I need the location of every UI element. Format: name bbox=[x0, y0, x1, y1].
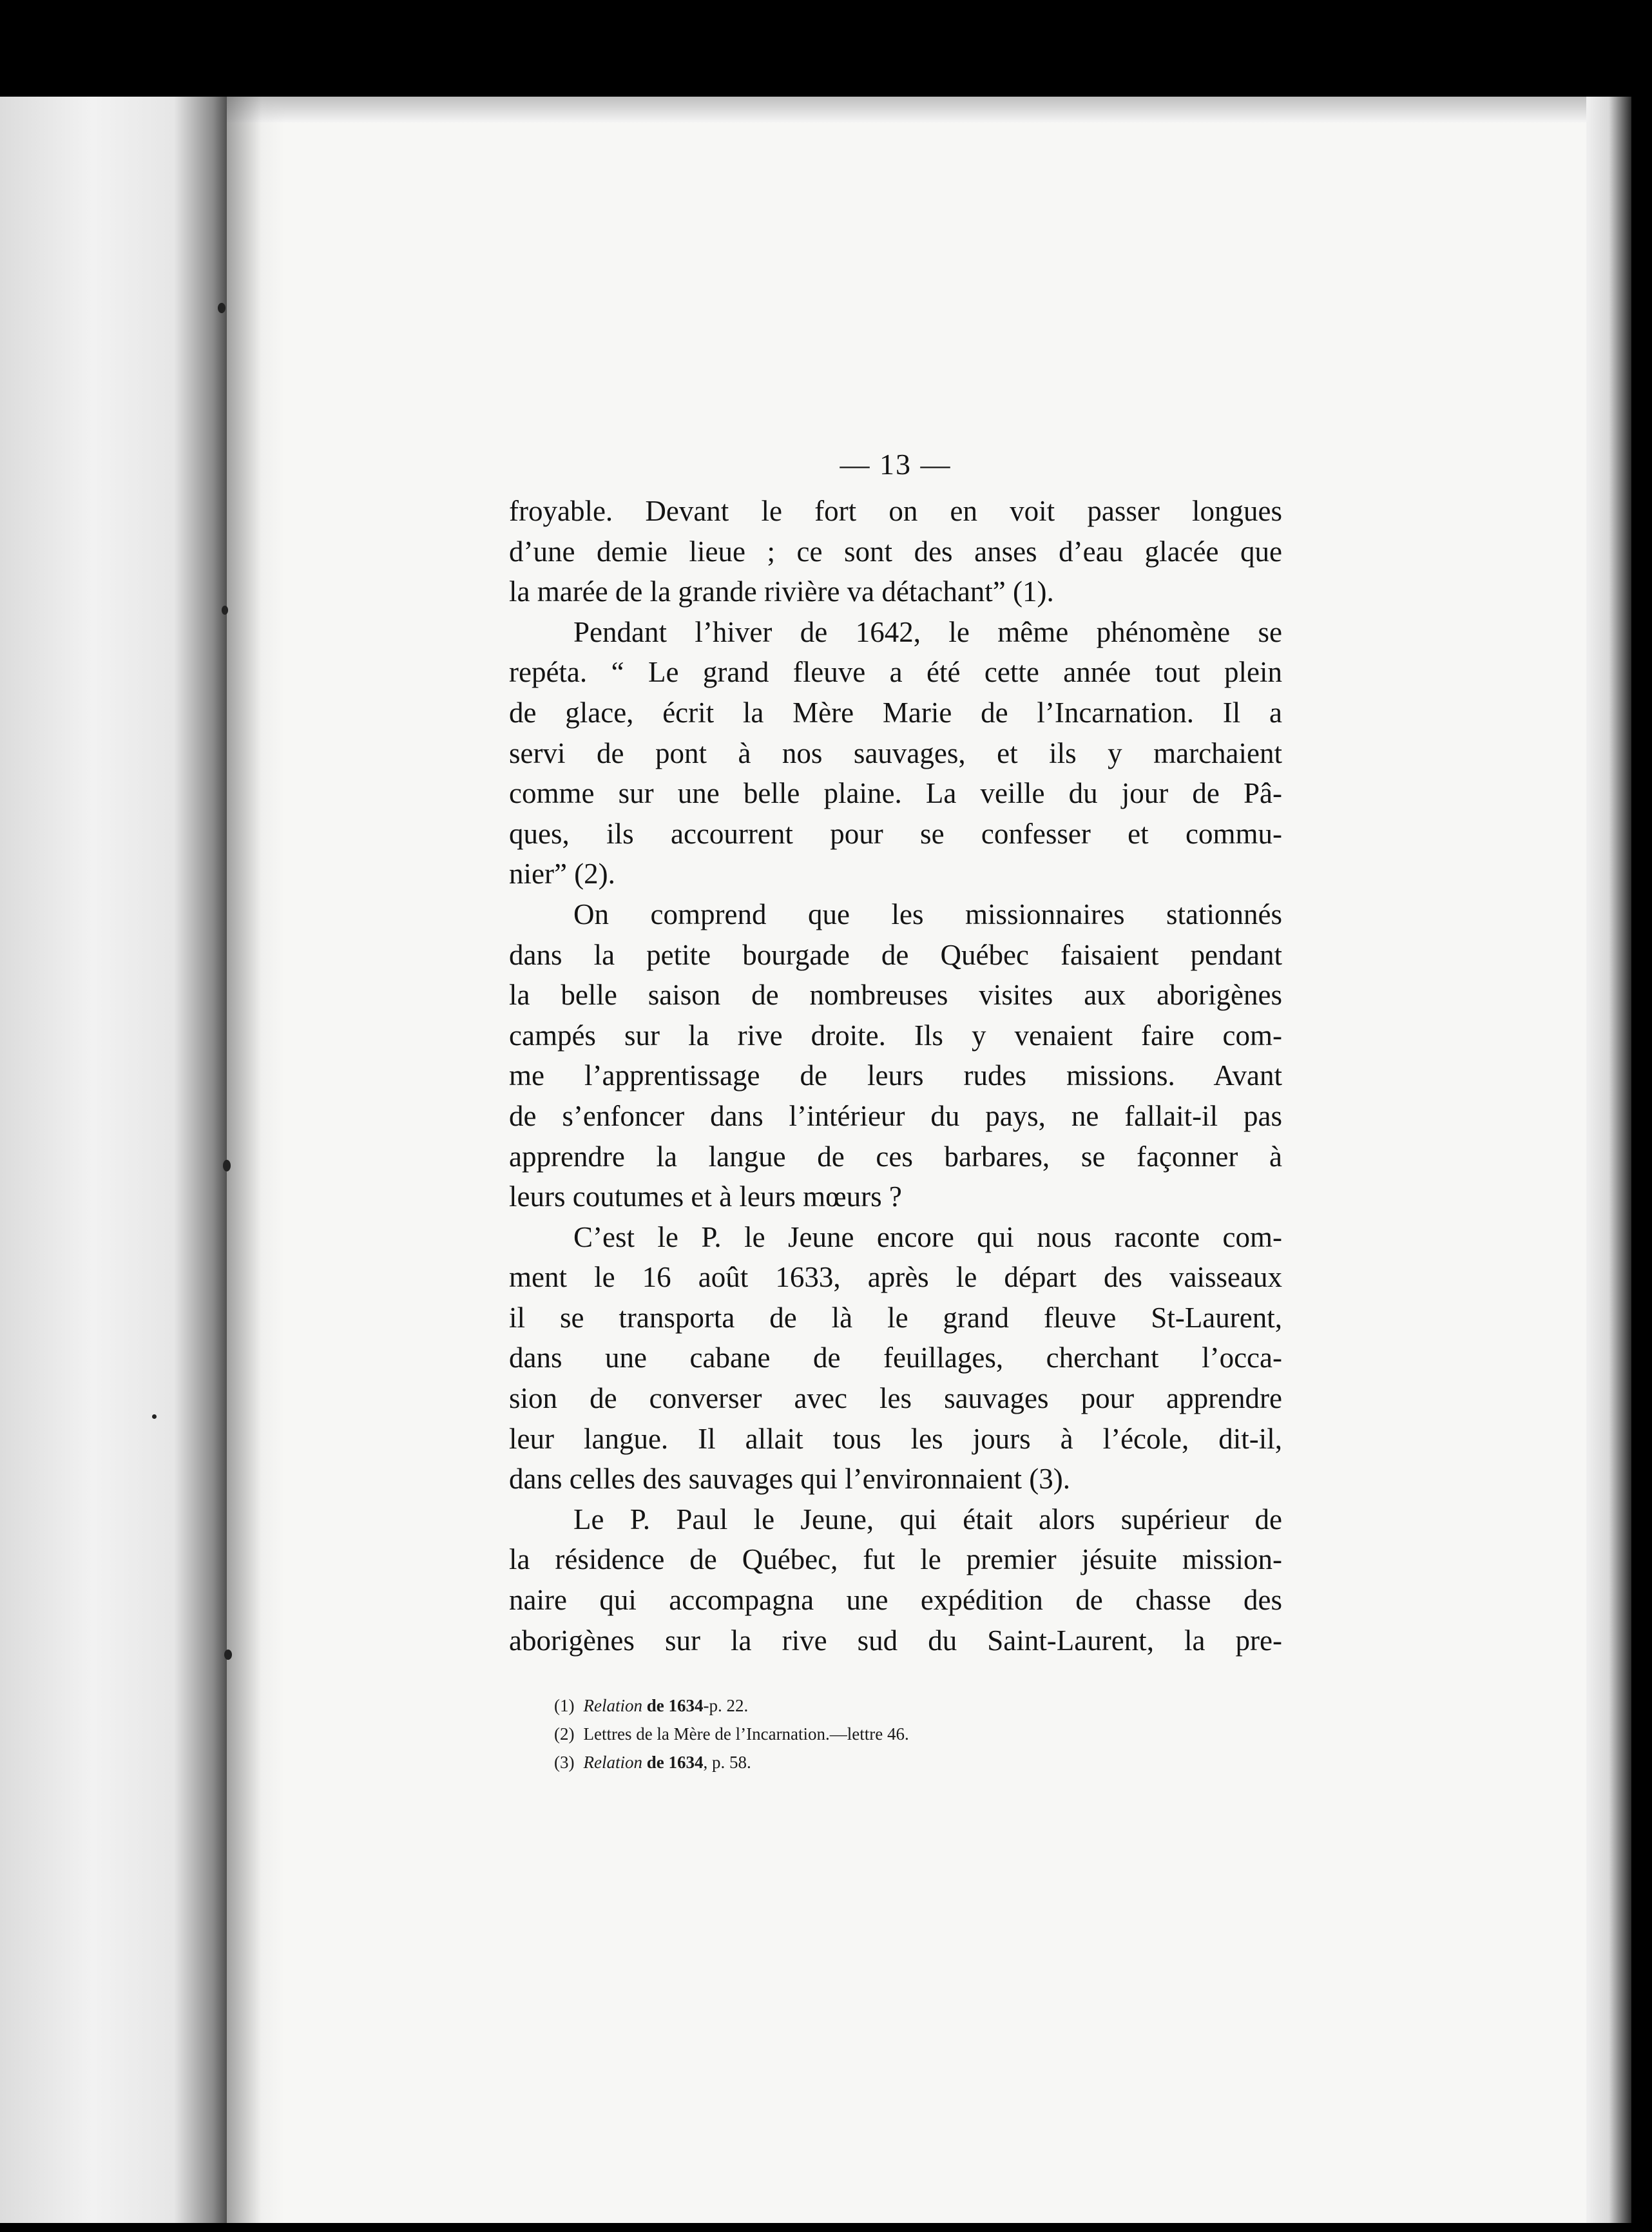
scan-speck bbox=[224, 1650, 232, 1660]
footnote bbox=[554, 1720, 909, 1748]
text-line: ques, ils accourrent pour se confesser et commu- bbox=[509, 817, 1282, 850]
footnotes bbox=[554, 1691, 909, 1776]
page-top-edge bbox=[227, 97, 1586, 122]
text-line: Le P. Paul le Jeune, qui était alors supérieur de bbox=[573, 1503, 1282, 1535]
paragraph-lines bbox=[509, 491, 1282, 1660]
gutter-shadow bbox=[227, 97, 285, 2223]
footnote-number: (3) bbox=[554, 1753, 575, 1772]
text-line: de glace, écrit la Mère Marie de l’Incarnation. Il a bbox=[509, 696, 1282, 729]
text-line: la belle saison de nombreuses visites aux aborigènes bbox=[509, 979, 1282, 1012]
footnote bbox=[554, 1748, 909, 1776]
footnote-year: de 1634 bbox=[646, 1753, 704, 1772]
text-line: la marée de la grande rivière va détachant” (1). bbox=[509, 575, 1054, 608]
text-line: aborigènes sur la rive sud du Saint-Laurent, la pre- bbox=[509, 1624, 1282, 1657]
text-line: de s’enfoncer dans l’intérieur du pays, ne fallait-il pas bbox=[509, 1099, 1282, 1132]
text-line: dans une cabane de feuillages, cherchant l’occa- bbox=[509, 1342, 1282, 1374]
text-line: Pendant l’hiver de 1642, le même phénomène se bbox=[573, 615, 1282, 648]
scan-speck bbox=[222, 606, 228, 615]
page-right-edge bbox=[1586, 97, 1631, 2223]
text-line: il se transporta de là le grand fleuve St-Laurent, bbox=[509, 1301, 1282, 1334]
footnote-text: , p. 58. bbox=[703, 1753, 751, 1772]
footnote-title: Relation bbox=[583, 1696, 642, 1715]
text-line: d’une demie lieue ; ce sont des anses d’eau glacée que bbox=[509, 535, 1282, 568]
text-line: leur langue. Il allait tous les jours à l’école, dit-il, bbox=[509, 1422, 1282, 1455]
text-line: repéta. “ Le grand fleuve a été cette année tout plein bbox=[509, 656, 1282, 689]
scan-speck bbox=[218, 303, 226, 313]
previous-page-edge bbox=[0, 97, 232, 2223]
footnote bbox=[554, 1691, 909, 1720]
footnote-number: (1) bbox=[554, 1696, 575, 1715]
text-line: apprendre la langue de ces barbares, se façonner à bbox=[509, 1140, 1282, 1173]
text-line: froyable. Devant le fort on en voit passer longues bbox=[509, 495, 1282, 527]
footnote-text: -p. 22. bbox=[703, 1696, 749, 1715]
page-number: — 13 — bbox=[840, 448, 952, 481]
text-line: comme sur une belle plaine. La veille du jour de Pâ- bbox=[509, 777, 1282, 810]
footnote-text: Lettres de la Mère de l’Incarnation.—lettre 46. bbox=[583, 1724, 909, 1744]
scan-speck bbox=[223, 1160, 231, 1171]
text-line: me l’apprentissage de leurs rudes missions. Avant bbox=[509, 1059, 1282, 1092]
text-line: On comprend que les missionnaires stationnés bbox=[573, 898, 1282, 930]
footnote-title: Relation bbox=[583, 1753, 642, 1772]
text-line: la résidence de Québec, fut le premier jésuite mission- bbox=[509, 1543, 1282, 1576]
scan-speck bbox=[152, 1414, 157, 1419]
footnote-number: (2) bbox=[554, 1724, 575, 1744]
text-line: sion de converser avec les sauvages pour apprendre bbox=[509, 1382, 1282, 1415]
text-line: dans celles des sauvages qui l’environnaient (3). bbox=[509, 1463, 1070, 1496]
text-line: servi de pont à nos sauvages, et ils y marchaient bbox=[509, 736, 1282, 769]
body-text bbox=[509, 445, 1282, 1660]
text-line: campés sur la rive droite. Ils y venaient faire com- bbox=[509, 1019, 1282, 1052]
text-line: nier” (2). bbox=[509, 858, 615, 890]
text-line: dans la petite bourgade de Québec faisaient pendant bbox=[509, 938, 1282, 971]
text-line: ment le 16 août 1633, après le départ des vaisseaux bbox=[509, 1261, 1282, 1294]
text-line: leurs coutumes et à leurs mœurs ? bbox=[509, 1180, 902, 1213]
footnote-year: de 1634 bbox=[646, 1696, 704, 1715]
text-line: naire qui accompagna une expédition de chasse des bbox=[509, 1584, 1282, 1617]
text-line: C’est le P. le Jeune encore qui nous raconte com- bbox=[573, 1220, 1282, 1253]
